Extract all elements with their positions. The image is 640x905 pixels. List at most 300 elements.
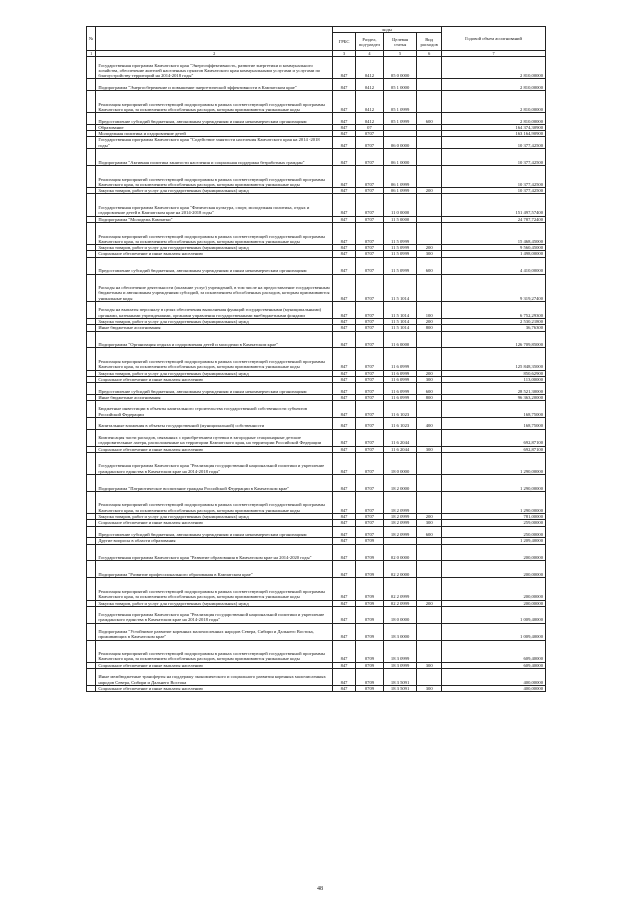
row-type-cell: 200 (417, 370, 442, 376)
row-section-cell: 0709 (355, 578, 383, 600)
index-cell: 1 (87, 51, 96, 57)
row-grbs-cell: 847 (333, 194, 356, 216)
row-section-cell: 0709 (355, 561, 383, 578)
row-grbs-cell: 847 (333, 113, 356, 125)
row-number-cell (87, 383, 96, 395)
row-type-cell (417, 474, 442, 491)
row-number-cell (87, 165, 96, 187)
row-target-cell: 18 2 0000 (383, 474, 416, 491)
header-target: Целевая статья (383, 33, 416, 51)
row-target-cell: 18 2 0999 (383, 491, 416, 513)
row-type-cell (417, 544, 442, 561)
row-section-cell: 0707 (355, 216, 383, 222)
row-amount-cell: 10 377,42500 (442, 149, 546, 166)
header-amount: Годовой объем ассигнований (442, 27, 546, 51)
row-section-cell: 0707 (355, 514, 383, 520)
row-section-cell: 0709 (355, 685, 383, 691)
row-type-cell (417, 429, 442, 446)
row-amount-cell: 250,00000 (442, 526, 546, 538)
row-grbs-cell: 847 (333, 245, 356, 251)
row-section-cell: 0707 (355, 394, 383, 400)
row-number-cell (87, 257, 96, 274)
table-row (87, 418, 546, 430)
row-grbs-cell: 847 (333, 520, 356, 526)
row-name-cell: Закупка товаров, работ и услуг для государственных (муниципальных) нужд (96, 245, 333, 251)
row-type-cell: 200 (417, 245, 442, 251)
row-section-cell: 0412 (355, 91, 383, 113)
row-type-cell (417, 606, 442, 623)
row-grbs-cell: 847 (333, 251, 356, 257)
row-section-cell: 0709 (355, 538, 383, 544)
row-grbs-cell: 847 (333, 376, 356, 382)
row-target-cell: 11 5 0999 (383, 251, 416, 257)
row-amount-cell: 10 377,42500 (442, 137, 546, 149)
index-cell: 4 (355, 51, 383, 57)
row-amount-cell: 96 363,20000 (442, 394, 546, 400)
table-row (87, 429, 546, 446)
row-target-cell: 18 3 0999 (383, 662, 416, 668)
row-type-cell: 400 (417, 418, 442, 430)
row-amount-cell: 400,00000 (442, 685, 546, 691)
row-number-cell (87, 222, 96, 244)
page-number: 48 (317, 886, 323, 892)
row-grbs-cell: 847 (333, 188, 356, 194)
row-grbs-cell: 847 (333, 394, 356, 400)
row-section-cell: 0707 (355, 274, 383, 302)
row-type-cell: 300 (417, 376, 442, 382)
row-grbs-cell: 847 (333, 383, 356, 395)
row-amount-cell: 609,40000 (442, 662, 546, 668)
row-grbs-cell: 847 (333, 137, 356, 149)
row-amount-cell: 2 530,21800 (442, 318, 546, 324)
row-section-cell: 0412 (355, 113, 383, 125)
row-section-cell: 0707 (355, 526, 383, 538)
row-target-cell: 05 1 0999 (383, 91, 416, 113)
row-target-cell: 11 6 0999 (383, 383, 416, 395)
row-number-cell (87, 91, 96, 113)
row-grbs-cell: 847 (333, 124, 356, 130)
row-section-cell: 0709 (355, 640, 383, 662)
row-target-cell: 11 6 0999 (383, 376, 416, 382)
row-name-cell: Социальное обеспечение и иные выплаты населению (96, 520, 333, 526)
row-number-cell (87, 149, 96, 166)
row-section-cell: 0707 (355, 383, 383, 395)
row-name-cell: Другие вопросы в области образования (96, 538, 333, 544)
row-target-cell: 11 5 0999 (383, 245, 416, 251)
row-name-cell: Иные бюджетные ассигнования (96, 394, 333, 400)
row-grbs-cell: 847 (333, 348, 356, 370)
row-type-cell (417, 165, 442, 187)
row-amount-cell: 9 319,27400 (442, 274, 546, 302)
row-target-cell: 11 6 0999 (383, 370, 416, 376)
row-type-cell: 800 (417, 394, 442, 400)
row-name-cell: Социальное обеспечение и иные выплаты населению (96, 662, 333, 668)
row-type-cell (417, 274, 442, 302)
row-name-cell: Молодежная политика и оздоровление детей (96, 131, 333, 137)
row-target-cell: 11 6 0999 (383, 394, 416, 400)
row-number-cell (87, 669, 96, 686)
row-name-cell: Государственная программа Камчатского края "Физическая культура, спорт, молодежная политика, отдых и оздоровление детей в Камчатском крае на 2014-2018 годы" (96, 194, 333, 216)
row-amount-cell: 692,87100 (442, 446, 546, 452)
row-name-cell: Предоставление субсидий бюджетным, автономным учреждениям и иным некоммерческим организациям (96, 526, 333, 538)
row-name-cell: Государственная программа Камчатского края "Реализация государственной национальной политики и укрепление гражданского единства в Камчатском крае на 2014-2018 годы" (96, 606, 333, 623)
row-type-cell: 200 (417, 600, 442, 606)
row-type-cell (417, 137, 442, 149)
row-number-cell (87, 401, 96, 418)
row-target-cell: 11 5 0000 (383, 216, 416, 222)
row-name-cell: Реализация мероприятий соответствующей подпрограммы в рамках соответствующей государственной программы Камчатского края, за исключением обособленных расходов, которым присваиваются уникальные коды (96, 640, 333, 662)
row-target-cell: 18 2 0999 (383, 514, 416, 520)
table-row (87, 194, 546, 216)
row-number-cell (87, 640, 96, 662)
row-section-cell: 0707 (355, 446, 383, 452)
table-row (87, 137, 546, 149)
row-grbs-cell: 847 (333, 91, 356, 113)
row-grbs-cell: 847 (333, 257, 356, 274)
row-amount-cell: 15 468,45000 (442, 222, 546, 244)
row-grbs-cell: 847 (333, 274, 356, 302)
table-row (87, 257, 546, 274)
row-grbs-cell: 847 (333, 662, 356, 668)
row-grbs-cell: 847 (333, 669, 356, 686)
row-target-cell: 11 6 1023 (383, 401, 416, 418)
table-row (87, 113, 546, 125)
row-name-cell: Закупка товаров, работ и услуг для государственных (муниципальных) нужд (96, 370, 333, 376)
row-type-cell (417, 331, 442, 348)
row-target-cell: 05 0 0000 (383, 57, 416, 79)
row-grbs-cell: 847 (333, 526, 356, 538)
row-amount-cell: 151 497,57400 (442, 194, 546, 216)
row-grbs-cell: 847 (333, 331, 356, 348)
table-row (87, 348, 546, 370)
row-type-cell: 600 (417, 383, 442, 395)
row-amount-cell: 10 377,42500 (442, 188, 546, 194)
row-section-cell: 0707 (355, 245, 383, 251)
row-section-cell: 0709 (355, 606, 383, 623)
row-type-cell: 300 (417, 251, 442, 257)
row-section-cell: 0709 (355, 544, 383, 561)
table-row (87, 491, 546, 513)
row-name-cell: Предоставление субсидий бюджетным, автономным учреждениям и иным некоммерческим организациям (96, 113, 333, 125)
row-amount-cell: 200,00000 (442, 600, 546, 606)
row-type-cell (417, 149, 442, 166)
row-amount-cell: 200,00000 (442, 561, 546, 578)
row-name-cell: Реализация мероприятий соответствующей подпрограммы в рамках соответствующей государственной программы Камчатского края, за исключением обособленных расходов, которым присваиваются уникальные коды (96, 578, 333, 600)
row-name-cell: Социальное обеспечение и иные выплаты населению (96, 685, 333, 691)
row-amount-cell: 1 009,40000 (442, 623, 546, 640)
row-amount-cell: 125 848,35000 (442, 348, 546, 370)
row-grbs-cell: 847 (333, 370, 356, 376)
row-amount-cell: 1 290,00000 (442, 474, 546, 491)
row-amount-cell: 1 498,00000 (442, 251, 546, 257)
row-target-cell: 18 2 0999 (383, 520, 416, 526)
row-target-cell: 11 5 1014 (383, 302, 416, 319)
table-row (87, 79, 546, 91)
row-target-cell: 11 6 0000 (383, 331, 416, 348)
row-type-cell (417, 491, 442, 513)
table-row (87, 165, 546, 187)
row-target-cell: 05 1 0000 (383, 79, 416, 91)
row-grbs-cell: 847 (333, 623, 356, 640)
row-number-cell (87, 274, 96, 302)
row-type-cell (417, 401, 442, 418)
row-grbs-cell: 847 (333, 606, 356, 623)
table-row (87, 561, 546, 578)
row-target-cell: 11 6 1023 (383, 418, 416, 430)
row-name-cell: Подпрограмма "Организация отдыха и оздоровления детей и молодежи в Камчатском крае" (96, 331, 333, 348)
row-section-cell: 0707 (355, 401, 383, 418)
row-grbs-cell: 847 (333, 318, 356, 324)
header-grbs: ГРБС (333, 33, 356, 51)
row-section-cell: 0707 (355, 348, 383, 370)
row-target-cell: 18 3 5091 (383, 685, 416, 691)
header-section: Раздел, под-раздел (355, 33, 383, 51)
row-target-cell: 18 3 5091 (383, 669, 416, 686)
row-amount-cell: 24 787,72400 (442, 216, 546, 222)
table-row (87, 302, 546, 319)
table-row (87, 474, 546, 491)
row-number-cell (87, 57, 96, 79)
row-target-cell: 18 0 0000 (383, 452, 416, 474)
row-amount-cell: 1 209,40000 (442, 538, 546, 544)
row-amount-cell: 9 560,45000 (442, 245, 546, 251)
row-amount-cell: 113,00000 (442, 376, 546, 382)
row-name-cell: Закупка товаров, работ и услуг для государственных (муниципальных) нужд (96, 514, 333, 520)
row-grbs-cell: 847 (333, 600, 356, 606)
row-number-cell (87, 194, 96, 216)
row-amount-cell: 609,40000 (442, 640, 546, 662)
row-number-cell (87, 348, 96, 370)
row-section-cell: 0707 (355, 318, 383, 324)
row-type-cell: 300 (417, 662, 442, 668)
row-name-cell: Подпрограмма "Молодежь Камчатки" (96, 216, 333, 222)
row-name-cell: Расходы на обеспечение деятельности (оказание услуг) учреждений, в том числе на предоставление государственным бюджетным и автономным учреждениям субсидий, за исключением обособленных расходов, которым присваиваются уникальные коды (96, 274, 333, 302)
table-header (87, 27, 546, 57)
row-name-cell: Закупка товаров, работ и услуг для государственных (муниципальных) нужд (96, 600, 333, 606)
row-name-cell: Подпрограмма "Патриотическое воспитание граждан Российской Федерации в Камчатском крае" (96, 474, 333, 491)
table-row (87, 383, 546, 395)
row-name-cell: Реализация мероприятий соответствующей подпрограммы в рамках соответствующей государственной программы Камчатского края, за исключением обособленных расходов, которым присваиваются уникальные коды (96, 348, 333, 370)
row-section-cell: 0707 (355, 302, 383, 319)
row-number-cell (87, 79, 96, 91)
row-number-cell (87, 685, 96, 691)
row-grbs-cell: 847 (333, 544, 356, 561)
row-target-cell: 11 6 2044 (383, 446, 416, 452)
row-target-cell: 06 0 0000 (383, 137, 416, 149)
row-target-cell: 11 5 1014 (383, 274, 416, 302)
row-number-cell (87, 137, 96, 149)
row-grbs-cell: 847 (333, 149, 356, 166)
row-type-cell: 800 (417, 325, 442, 331)
row-section-cell: 0707 (355, 325, 383, 331)
row-target-cell: 11 5 1014 (383, 325, 416, 331)
row-name-cell: Реализация мероприятий соответствующей подпрограммы в рамках соответствующей государственной программы Камчатского края, за исключением обособленных расходов, которым присваиваются уникальные коды (96, 491, 333, 513)
row-grbs-cell: 847 (333, 514, 356, 520)
row-type-cell: 300 (417, 520, 442, 526)
row-section-cell: 0707 (355, 188, 383, 194)
row-number-cell (87, 429, 96, 446)
row-section-cell: 0707 (355, 376, 383, 382)
row-name-cell: Государственная программа Камчатского края "Энергоэффективность, развитие энергетики и коммунального хозяйства, обеспечение жителей населенных пунктов Камчатского края коммунальными услугами и услугами по благоустройству территорий на 2014-2018 годы" (96, 57, 333, 79)
table-row (87, 274, 546, 302)
row-amount-cell: 28 521,30000 (442, 383, 546, 395)
row-target-cell: 11 6 0999 (383, 348, 416, 370)
row-target-cell: 06 1 0999 (383, 165, 416, 187)
row-name-cell: Государственная программа Камчатского края "Развитие образования в Камчатском крае на 2014-2020 годы" (96, 544, 333, 561)
table-row (87, 623, 546, 640)
row-name-cell: Компенсация части расходов, связанных с приобретением путевки в загородные стационарные детские оздоровительные лагеря, расположенные на территории Камчатского края, на территории Российской Федерации (96, 429, 333, 446)
row-name-cell: Реализация мероприятий соответствующей подпрограммы в рамках соответствующей государственной программы Камчатского края, за исключением обособленных расходов, которым присваиваются уникальные коды (96, 91, 333, 113)
row-number-cell (87, 418, 96, 430)
row-amount-cell: 2 810,00000 (442, 113, 546, 125)
table-row (87, 685, 546, 691)
row-grbs-cell: 847 (333, 325, 356, 331)
row-type-cell: 600 (417, 257, 442, 274)
row-target-cell: 11 5 1014 (383, 318, 416, 324)
row-section-cell: 0412 (355, 79, 383, 91)
row-name-cell: Реализация мероприятий соответствующей подпрограммы в рамках соответствующей государственной программы Камчатского края, за исключением обособленных расходов, которым присваиваются уникальные коды (96, 165, 333, 187)
row-amount-cell: 850,62900 (442, 370, 546, 376)
row-section-cell: 0707 (355, 370, 383, 376)
row-grbs-cell: 847 (333, 165, 356, 187)
header-number: № (87, 27, 96, 51)
header-name (96, 27, 333, 51)
table-body (87, 57, 546, 692)
row-amount-cell: 692,87100 (442, 429, 546, 446)
index-cell: 5 (383, 51, 416, 57)
row-type-cell (417, 452, 442, 474)
row-section-cell: 0709 (355, 623, 383, 640)
row-type-cell: 600 (417, 526, 442, 538)
row-name-cell: Государственная программа Камчатского края "Реализация государственной национальной политики и укрепление гражданского единства в Камчатском крае на 2014-2018 годы" (96, 452, 333, 474)
row-target-cell: 18 2 0999 (383, 526, 416, 538)
row-type-cell (417, 348, 442, 370)
row-target-cell: 18 0 0000 (383, 606, 416, 623)
row-amount-cell: 2 810,00000 (442, 91, 546, 113)
row-target-cell: 11 5 0999 (383, 257, 416, 274)
table-row (87, 91, 546, 113)
row-type-cell (417, 57, 442, 79)
row-number-cell (87, 452, 96, 474)
table-row (87, 544, 546, 561)
row-amount-cell: 168,75000 (442, 418, 546, 430)
row-type-cell: 200 (417, 188, 442, 194)
row-type-cell (417, 91, 442, 113)
row-section-cell: 0707 (355, 257, 383, 274)
row-section-cell: 0707 (355, 194, 383, 216)
row-section-cell: 0707 (355, 520, 383, 526)
row-name-cell: Социальное обеспечение и иные выплаты населению (96, 376, 333, 382)
row-name-cell: Иные межбюджетные трансферты на поддержку экономического и социального развития коренных малочисленных народов Севера, Сибири и Дальнего Востока (96, 669, 333, 686)
row-grbs-cell: 847 (333, 446, 356, 452)
row-target-cell: 02 2 0999 (383, 600, 416, 606)
row-number-cell (87, 331, 96, 348)
row-amount-cell: 10 377,42500 (442, 165, 546, 187)
row-target-cell: 02 0 0000 (383, 544, 416, 561)
row-name-cell: Подпрограмма "Активная политика занятости населения и социальная поддержка безработных граждан" (96, 149, 333, 166)
row-number-cell (87, 474, 96, 491)
row-name-cell: Предоставление субсидий бюджетным, автономным учреждениям и иным некоммерческим организациям (96, 257, 333, 274)
row-name-cell: Подпрограмма "Энергосбережение и повышение энергетической эффективности в Камчатском крае" (96, 79, 333, 91)
row-type-cell: 200 (417, 514, 442, 520)
index-cell: 2 (96, 51, 333, 57)
row-number-cell (87, 526, 96, 538)
row-grbs-cell: 847 (333, 79, 356, 91)
table-row (87, 578, 546, 600)
row-target-cell: 02 2 0999 (383, 578, 416, 600)
row-section-cell: 0709 (355, 600, 383, 606)
row-name-cell: Расходы на выплаты персоналу в целях обеспечения выполнения функций государственными (муниципальными) органами, казенными учреждениями, органами управления государственными внебюджетными фондами (96, 302, 333, 319)
row-grbs-cell: 847 (333, 401, 356, 418)
row-amount-cell: 781,00000 (442, 514, 546, 520)
row-grbs-cell: 847 (333, 222, 356, 244)
row-name-cell: Капитальные вложения в объекты государственной (муниципальной) собственности (96, 418, 333, 430)
row-amount-cell: 4 410,00000 (442, 257, 546, 274)
row-target-cell: 18 3 0999 (383, 640, 416, 662)
row-amount-cell: 36,76300 (442, 325, 546, 331)
row-type-cell: 200 (417, 318, 442, 324)
row-name-cell: Иные бюджетные ассигнования (96, 325, 333, 331)
row-name-cell: Социальное обеспечение и иные выплаты населению (96, 446, 333, 452)
row-name-cell: Бюджетные инвестиции в объекты капитального строительства государственной собственности субъектов Российской Федерации (96, 401, 333, 418)
row-grbs-cell: 847 (333, 429, 356, 446)
index-cell: 3 (333, 51, 356, 57)
row-number-cell (87, 302, 96, 319)
row-amount-cell: 259,00000 (442, 520, 546, 526)
row-name-cell: Реализация мероприятий соответствующей подпрограммы в рамках соответствующей государственной программы Камчатского края, за исключением обособленных расходов, которым присваиваются уникальные коды (96, 222, 333, 244)
row-amount-cell: 168,75000 (442, 401, 546, 418)
row-grbs-cell: 847 (333, 685, 356, 691)
budget-table (86, 26, 546, 692)
row-name-cell: Предоставление субсидий бюджетным, автономным учреждениям и иным некоммерческим организациям (96, 383, 333, 395)
row-grbs-cell: 847 (333, 216, 356, 222)
row-type-cell: 300 (417, 685, 442, 691)
row-amount-cell: 1 009,40000 (442, 606, 546, 623)
row-name-cell: Подпрограмма "Устойчивое развитие коренных малочисленных народов Севера, Сибири и Дальнего Востока, проживающих в Камчатском крае" (96, 623, 333, 640)
row-type-cell (417, 194, 442, 216)
row-target-cell: 06 1 0999 (383, 188, 416, 194)
row-grbs-cell: 847 (333, 538, 356, 544)
row-number-cell (87, 113, 96, 125)
index-cell: 6 (417, 51, 442, 57)
row-grbs-cell: 847 (333, 57, 356, 79)
row-type-cell (417, 561, 442, 578)
row-type-cell (417, 79, 442, 91)
table-row (87, 149, 546, 166)
row-grbs-cell: 847 (333, 640, 356, 662)
row-name-cell: Закупка товаров, работ и услуг для государственных (муниципальных) нужд (96, 188, 333, 194)
row-section-cell: 0709 (355, 669, 383, 686)
table-row (87, 401, 546, 418)
row-type-cell: 300 (417, 446, 442, 452)
row-amount-cell: 2 810,00000 (442, 79, 546, 91)
row-amount-cell: 2 810,00000 (442, 57, 546, 79)
table-row (87, 606, 546, 623)
row-amount-cell: 126 709,85000 (442, 331, 546, 348)
row-grbs-cell: 847 (333, 578, 356, 600)
row-number-cell (87, 544, 96, 561)
row-section-cell: 0707 (355, 131, 383, 137)
row-type-cell (417, 623, 442, 640)
row-target-cell: 06 1 0000 (383, 149, 416, 166)
row-grbs-cell: 847 (333, 561, 356, 578)
row-type-cell (417, 578, 442, 600)
row-section-cell: 0707 (355, 331, 383, 348)
row-number-cell (87, 561, 96, 578)
row-target-cell: 11 5 0999 (383, 222, 416, 244)
row-section-cell: 0707 (355, 251, 383, 257)
row-section-cell: 07 (355, 124, 383, 130)
